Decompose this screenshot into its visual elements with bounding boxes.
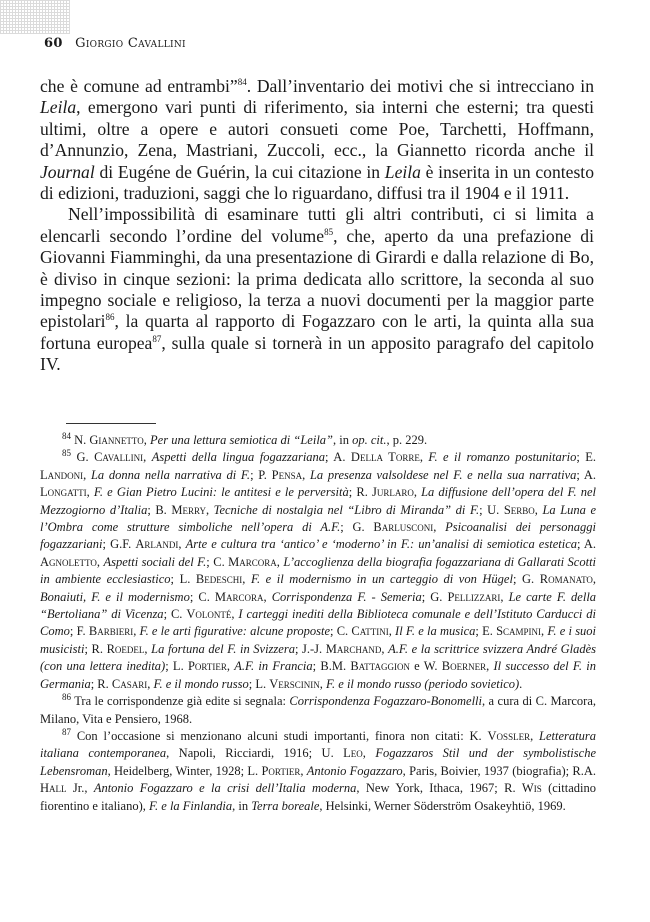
- italic-text: Le carte F. della “Bertoliana” di Vicenza: [40, 589, 597, 622]
- author-name: Portier: [261, 763, 301, 778]
- italic-text: Leila: [384, 161, 421, 182]
- author-name: Cattini: [351, 624, 389, 639]
- author-name: Landoni: [40, 467, 84, 482]
- italic-text: La diffusione dell’opera del F. nel Mezzogiorno d’Italia: [40, 485, 597, 517]
- author-name: Battaggion: [350, 659, 410, 674]
- author-name: Boerner: [441, 659, 487, 674]
- italic-text: A.F. in Francia: [234, 659, 313, 674]
- footnote-marker: 85: [324, 226, 334, 237]
- author-name: Barbieri: [88, 624, 134, 639]
- author-name: Hall: [40, 781, 67, 796]
- italic-text: La presenza valsoldese nel F. e nella sua narrativa: [309, 467, 577, 482]
- italic-text: Fogazzaros Stil und der symbolistische Lebensroman: [40, 746, 596, 778]
- italic-text: F. e i suoi musicisti: [40, 624, 597, 656]
- italic-text: F. e la Finlandia: [149, 798, 233, 813]
- footnote-separator: [66, 423, 156, 424]
- italic-text: Corrispondenza F. - Semeria: [271, 589, 422, 604]
- author-name: Serbo: [503, 502, 535, 517]
- footnotes: [40, 432, 596, 815]
- author-name: Agnoletto: [40, 554, 97, 569]
- author-name: Barlusconi: [373, 520, 434, 535]
- footnote-marker: 87: [62, 726, 71, 737]
- italic-text: Aspetti della lingua fogazzariana: [151, 450, 326, 465]
- italic-text: A.F. e la scrittrice svizzera André Gladès (con una lettera inedita): [40, 641, 597, 674]
- italic-text: Antonio Fogazzaro e la crisi dell’Italia moderna: [93, 781, 357, 796]
- footnote-marker: 86: [62, 691, 71, 702]
- footnote-84: $^{84}$ N. Giannetto, Per una lettura semiotica di “Leila”, in op. cit., p. 229.: [62, 430, 428, 447]
- author-name: Volonté: [186, 607, 232, 622]
- footnote-marker: 85: [62, 448, 71, 459]
- author-name: Giannetto: [89, 433, 144, 447]
- italic-text: Corrispondenza Fogazzaro-Bonomelli: [289, 694, 482, 709]
- italic-text: F. e Gian Pietro Lucini: le antitesi e le perversità: [93, 485, 349, 500]
- main-text: [40, 76, 594, 376]
- author-name: Vossler: [487, 728, 531, 743]
- italic-text: F. e il romanzo postunitario: [428, 450, 577, 465]
- author-name: Romanato: [539, 572, 593, 587]
- running-header: [44, 36, 186, 51]
- author-name: Scampini: [496, 624, 542, 639]
- italic-text: Terra boreale: [251, 798, 320, 813]
- author-name: Portier: [187, 659, 227, 674]
- italic-text: Per una lettura semiotica di “Leila”: [150, 433, 333, 447]
- author-name: Verscinin: [269, 676, 320, 691]
- page-number: 60: [44, 36, 63, 51]
- italic-text: op. cit.: [352, 433, 387, 447]
- author-name: Cavallini: [94, 450, 144, 465]
- author-name: Pellizzari: [447, 589, 501, 604]
- italic-text: F. e il mondo russo: [153, 676, 249, 691]
- italic-text: La donna nella narrativa di F.: [90, 467, 251, 482]
- footnote-87: $^{87}$ Con l’occasione si menzionano alcuni studi importanti, finora non citati: K. Vossler, Letteratura italiana contemporanea, Napoli, Ricciardi, 1916; U. Leo, Fogazzaros Stil und der symbolistische Lebensroman, Heidelberg, Winter, 1928; L. Portier, Antonio Fogazzaro, Paris, Boivier, 1937 (biografia); R.A. Hall Jr., Antonio Fogazzaro e la crisi dell’Italia moderna, New York, Ithaca, 1967; R. Wis (cittadino fiorentino e italiano), F. e la Finlandia, in Terra boreale, Helsinki, Werner Söderström Osakeyhtiö, 1969.: [40, 726, 597, 813]
- italic-text: Aspetti sociali del F.: [103, 554, 207, 569]
- footnote-marker: 84: [62, 430, 71, 441]
- author-name: Della Torre: [350, 450, 420, 465]
- italic-text: La fortuna del F. in Svizzera: [151, 641, 295, 656]
- footnote-marker: 84: [237, 77, 247, 88]
- paragraph-2: Nell’impossibilità di esaminare tutti gli altri contributi, ci si limita a elencarli secondo l’ordine del volume$^{85}$, che, aperto da una prefazione di Giovanni Fiamminghi, da una presentazione di Girardi e dalla relazione di Bo, è diviso in cinque sezioni: la prima dedicata allo scrittore, la seconda al suo impegno sociale e religioso, la terza a nuovi documenti per la maggior parte epistolari$^{86}$, la quarta al rapporto di Fogazzaro con le arti, la quinta alla sua fortuna europea$^{87}$, sulla quale si tornerà in un apposito paragrafo del capitolo IV.: [40, 204, 594, 375]
- author-name: Marcora: [214, 589, 264, 604]
- italic-text: F. e il mondo russo (periodo sovietico): [326, 676, 520, 691]
- italic-text: Il F. e la musica: [395, 624, 476, 639]
- author-name: Roedel: [106, 641, 145, 656]
- running-head-author: Giorgio Cavallini: [75, 36, 186, 51]
- footnote-marker: 86: [105, 312, 115, 323]
- author-name: Bedeschi: [195, 572, 243, 587]
- footnote-86: $^{86}$ Tra le corrispondenze già edite si segnala: Corrispondenza Fogazzaro-Bonomelli, a cura di C. Marcora, Milano, Vita e Pensiero, 1968.: [40, 691, 596, 726]
- italic-text: Tecniche di nostalgia nel “Libro di Miranda” di F.: [213, 502, 480, 517]
- author-name: Merry: [171, 502, 206, 517]
- scan-artifact: [0, 0, 70, 34]
- italic-text: F. e le arti figurative: alcune proposte: [139, 624, 330, 639]
- author-name: Arlandi: [135, 537, 179, 552]
- author-name: Pensa: [271, 467, 303, 482]
- italic-text: Journal: [40, 161, 95, 182]
- italic-text: I carteggi inediti della Biblioteca comunale e dell’Istituto Carducci di Como: [40, 607, 596, 639]
- author-name: Marchand: [325, 641, 382, 656]
- author-name: Casari: [111, 676, 148, 691]
- author-name: Longatti: [40, 485, 87, 500]
- italic-text: L’accoglienza della biografia fogazzariana di Gallarati Scotti in ambiente ecclesiastico: [40, 554, 597, 587]
- author-name: Marcora: [228, 554, 277, 569]
- italic-text: Leila: [40, 97, 77, 118]
- author-name: Leo: [343, 746, 363, 761]
- footnote-85: $^{85}$ G. Cavallini, Aspetti della lingua fogazzariana; A. Della Torre, F. e il romanzo postunitario; E. Landoni, La donna nella narrativa di F.; P. Pensa, La presenza valsoldese nel F. e nella sua narrativa; A. Longatti, F. e Gian Pietro Lucini: le antitesi e le perversità; R. Jurlaro, La diffusione dell’opera del F. nel Mezzogiorno d’Italia; B. Merry, Tecniche di nostalgia nel “Libro di Miranda” di F.; U. Serbo, La Luna e l’Ombra come strutture simboliche nell’opera di A.F.; G. Barlusconi, Psicoanalisi dei personaggi fogazzariani; G.F. Arlandi, Arte e cultura tra ‘antico’ e ‘moderno’ in F.: un’analisi di semiotica estetica; A. Agnoletto, Aspetti sociali del F.; C. Marcora, L’accoglienza della biografia fogazzariana di Gallarati Scotti in ambiente ecclesiastico; L. Bedeschi, F. e il modernismo in un carteggio di von Hügel; G. Romanato, Bonaiuti, F. e il modernismo; C. Marcora, Corrispondenza F. - Semeria; G. Pellizzari, Le carte F. della “Bertoliana” di Vicenza; C. Volonté, I carteggi inediti della Biblioteca comunale e dell’Istituto Carducci di Como; F. Barbieri, F. e le arti figurative: alcune proposte; C. Cattini, Il F. e la musica; E. Scampini, F. e i suoi musicisti; R. Roedel, La fortuna del F. in Svizzera; J.-J. Marchand, A.F. e la scrittrice svizzera André Gladès (con una lettera inedita); L. Portier, A.F. in Francia; B.M. Battaggion e W. Boerner, Il successo del F. in Germania; R. Casari, F. e il mondo russo; L. Verscinin, F. e il mondo russo (periodo sovietico).: [40, 448, 597, 691]
- italic-text: Psicoanalisi dei personaggi fogazzariani: [40, 520, 596, 552]
- italic-text: F. e il modernismo in un carteggio di von Hügel: [250, 572, 513, 587]
- footnote-marker: 87: [152, 334, 162, 345]
- italic-text: La Luna e l’Ombra come strutture simboliche nell’opera di A.F.: [40, 502, 597, 535]
- author-name: Jurlaro: [371, 485, 414, 500]
- italic-text: Letteratura italiana contemporanea: [40, 728, 596, 761]
- italic-text: Bonaiuti, F. e il modernismo: [40, 589, 190, 604]
- author-name: Wis: [521, 781, 542, 796]
- italic-text: Il successo del F. in Germania: [40, 659, 596, 691]
- italic-text: Arte e cultura tra ‘antico’ e ‘moderno’ in F.: un’analisi di semiotica estetica: [185, 537, 577, 552]
- paragraph-1: che è comune ad entrambi”$^{84}$. Dall’inventario dei motivi che si intrecciano in Leila, emergono vari punti di riferimento, sia interni che esterni; tra questi ultimi, oltre a opere e autori consueti come Poe, Tarchetti, Hoffmann, d’Annunzio, Zena, Mastriani, Zuccoli, ecc., la Giannetto ricorda anche il Journal di Eugéne de Guérin, la cui citazione in Leila è inserita in un contesto di edizioni, traduzioni, saggi che lo riguardano, diffusi tra il 1904 e il 1911.: [40, 76, 594, 204]
- italic-text: Antonio Fogazzaro: [306, 763, 403, 778]
